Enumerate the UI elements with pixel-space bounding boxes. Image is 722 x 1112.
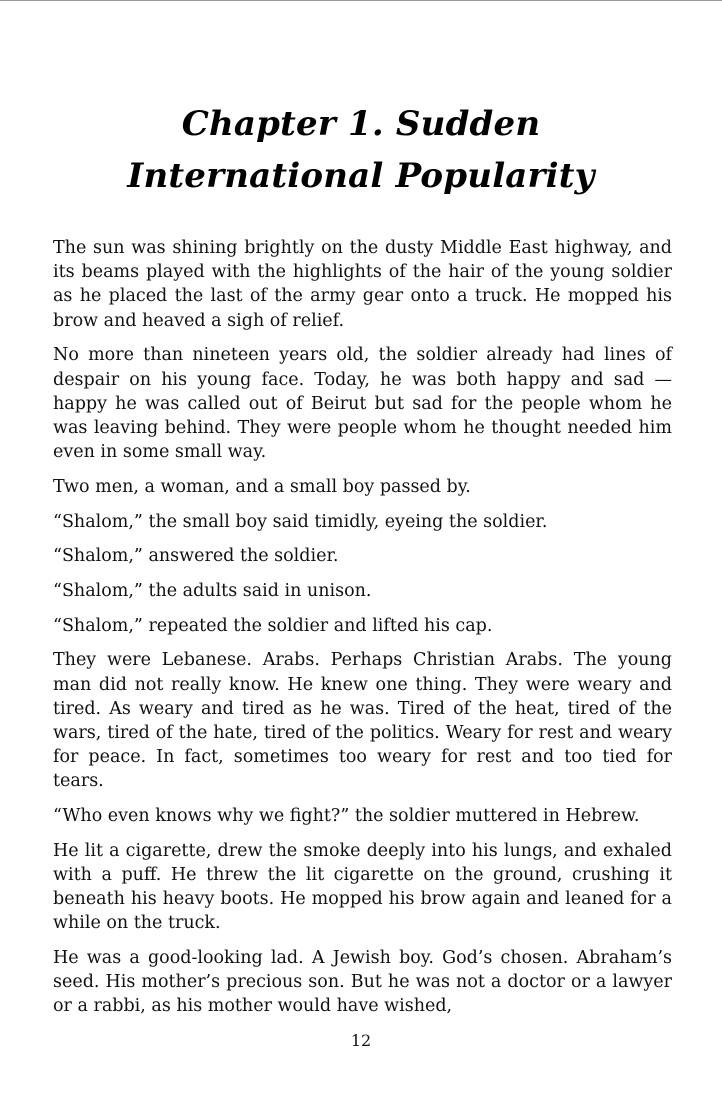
- page-number: 12: [350, 1031, 372, 1050]
- paragraph: The sun was shining brightly on the dusty Middle East highway, and its beams played with the highlights of the hair of the young soldier as he placed the last of the army gear onto a truck. He mopped his brow and heaved a sigh of relief.: [53, 238, 672, 331]
- paragraph: “Shalom,” answered the soldier.: [53, 546, 339, 567]
- paragraph: Two men, a woman, and a small boy passed by.: [53, 476, 471, 497]
- paragraph: No more than nineteen years old, the soldier already had lines of despair on his young face. Today, he was both happy and sad — happy he was called out of Beirut but sad for the people whom he was leaving behind. They were people whom he thought needed him even in some small way.: [53, 345, 672, 463]
- paragraph: He was a good-looking lad. A Jewish boy. God’s chosen. Abraham’s seed. His mother’s precious son. But he was not a doctor or a lawyer or a rabbi, as his mother would have wished,: [53, 948, 672, 1017]
- paragraph: “Shalom,” the adults said in unison.: [53, 580, 372, 601]
- paragraph: He lit a cigarette, drew the smoke deeply into his lungs, and exhaled with a puff. He threw the lit cigarette on the ground, crushing it beneath his heavy boots. He mopped his brow again and leaned for a while on the truck.: [53, 840, 672, 934]
- paragraph: “Who even knows why we fight?” the soldier muttered in Hebrew.: [53, 806, 640, 827]
- chapter-body: [53, 236, 672, 1029]
- paragraph: “Shalom,” repeated the soldier and lifted his cap.: [53, 615, 493, 636]
- chapter-title-line-1: Chapter 1. Sudden: [181, 104, 541, 144]
- paragraph: “Shalom,” the small boy said timidly, eyeing the soldier.: [53, 511, 548, 532]
- paragraph: They were Lebanese. Arabs. Perhaps Christian Arabs. The young man did not really know. He knew one thing. They were weary and tired. As weary and tired as he was. Tired of the heat, tired of the wars, tired of the hate, tired of the politics. Weary for rest and weary for peace. In fact, sometimes too weary for rest and too tied for tears.: [53, 650, 672, 792]
- chapter-title: [40, 98, 682, 202]
- chapter-title-line-2: International Popularity: [127, 156, 595, 196]
